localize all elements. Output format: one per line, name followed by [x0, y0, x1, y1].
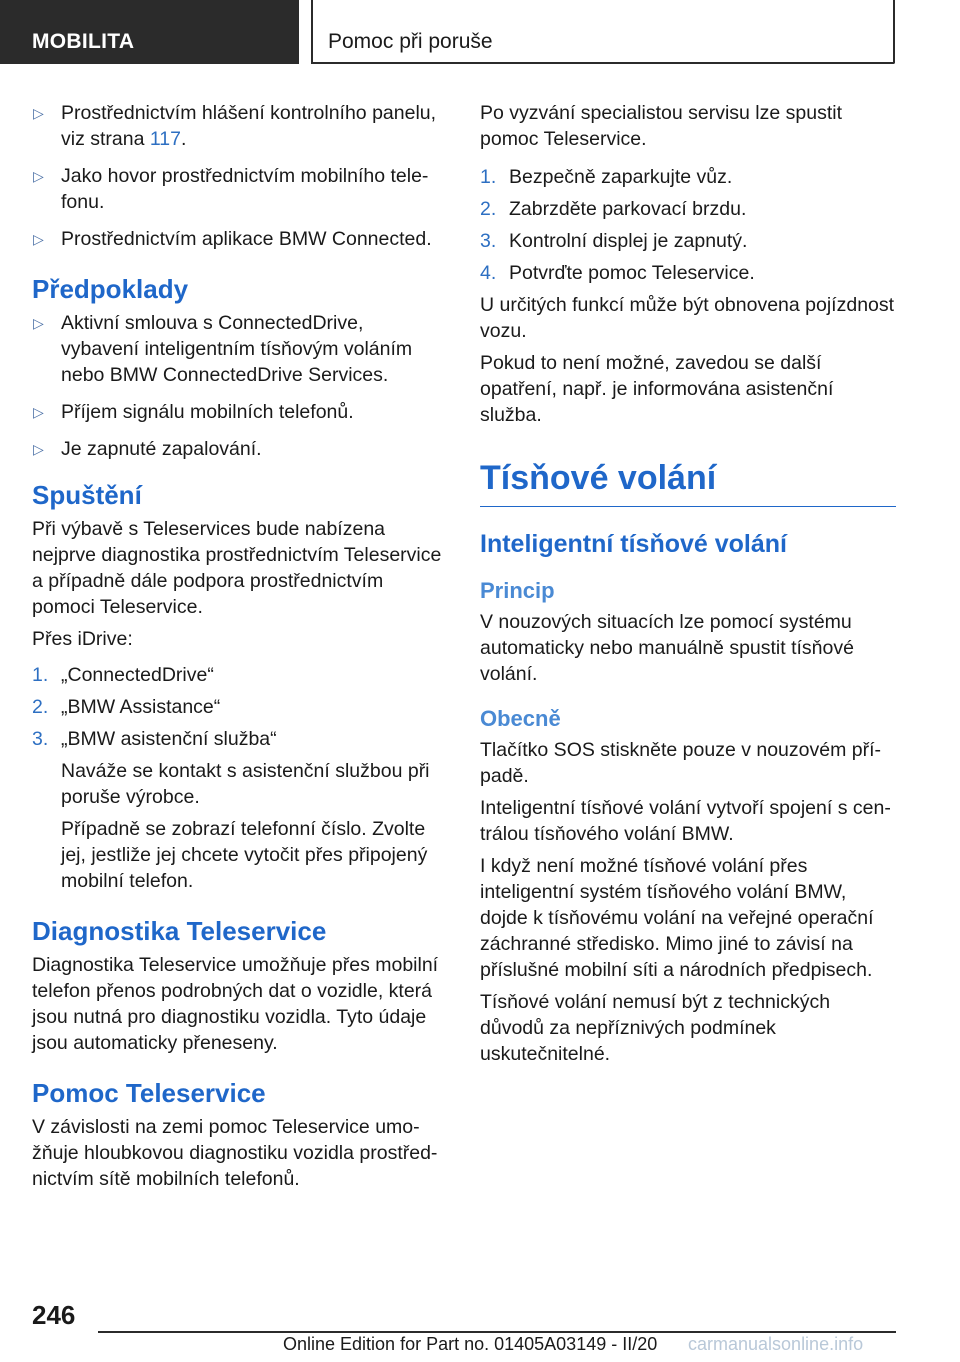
- predpoklady-list: [32, 310, 444, 462]
- list-item: 1. „ConnectedDrive“: [32, 664, 214, 686]
- page-link[interactable]: 117: [149, 128, 181, 150]
- paragraph: Přes iDrive:: [32, 628, 133, 650]
- paragraph: U určitých funkcí může být obnovena pojízdnost vozu.: [480, 294, 895, 342]
- paragraph: V závislosti na zemi pomoc Teleservice umožňuje hloubkovou diagnostiku vozidla prostřednictvím sítě mobilních telefonů.: [32, 1116, 438, 1190]
- list-item: 4. Potvrďte pomoc Teleservice.: [480, 262, 755, 284]
- paragraph: Tísňové volání nemusí být z technických důvodů za nepříznivých podmínek uskutečnitelné.: [480, 991, 831, 1065]
- list-item: ▷ Jako hovor prostřednictvím mobilního telefonu.: [33, 165, 429, 213]
- paragraph: V nouzových situacích lze pomocí systému automaticky nebo manuálně spustit tísňové volání.: [480, 611, 854, 685]
- footer-divider: [98, 1331, 896, 1333]
- paragraph: Inteligentní tísňové volání vytvoří spojení s centrálou tísňového volání BMW.: [480, 797, 891, 845]
- triangle-arrow-icon: ▷: [33, 231, 44, 247]
- heading-pomoc: Pomoc Teleservice: [32, 1078, 266, 1108]
- teleservice-steps: [480, 164, 896, 286]
- header-chapter-tab: [311, 0, 895, 64]
- section-title: MOBILITA: [32, 30, 135, 53]
- list-item: 3. „BMW asistenční služba“ Naváže se kontakt s asistenční službou při poruše výrobce. Případně se zobrazí telefonní číslo. Zvolte jej, jestliže jej chcete vytočit přes připojený mobilní telefon.: [32, 726, 444, 894]
- heading-tisnove-volani: Tísňové volání: [480, 458, 896, 507]
- spusteni-steps: [32, 662, 444, 894]
- heading-inteligentni: Inteligentní tísňové volání: [480, 530, 787, 558]
- header-section-tab: [0, 0, 299, 64]
- list-item: ▷ Prostřednictvím aplikace BMW Connected.: [33, 228, 432, 250]
- heading-predpoklady: Předpoklady: [32, 274, 189, 304]
- list-item: ▷ Příjem signálu mobilních telefonů.: [33, 401, 354, 423]
- paragraph: Diagnostika Teleservice umožňuje přes mobilní telefon přenos podrobných dat o vozidle, která jsou nutná pro diagnostiku vozidla. Tyto údaje jsou automaticky přeneseny.: [32, 954, 439, 1054]
- watermark: carmanualsonline.info: [688, 1334, 864, 1354]
- intro-list: [32, 100, 444, 252]
- triangle-arrow-icon: ▷: [33, 404, 44, 420]
- heading-diagnostika: Diagnostika Teleservice: [32, 916, 327, 946]
- paragraph: Pokud to není možné, zavedou se další opatření, např. je informována asistenční služba.: [480, 352, 834, 426]
- paragraph: Při výbavě s Teleservices bude nabízena nejprve diagnostika prostřednictvím Teleservice a případně dále podpora prostřednictvím pomoci Teleservice.: [32, 518, 442, 618]
- heading-obecne: Obecně: [480, 706, 561, 731]
- step-note: Případně se zobrazí telefonní číslo. Zvolte jej, jestliže jej chcete vytočit přes připojený mobilní telefon.: [61, 818, 428, 892]
- list-item: ▷ Aktivní smlouva s ConnectedDrive, vybavení inteligentním tísňovým voláním nebo BMW ConnectedDrive Services.: [33, 312, 413, 386]
- paragraph: I když není možné tísňové volání přes inteligentní systém tísňového volání BMW, dojde k tísňovému volání na veřejné operační záchranné středisko. Mimo jiné to závisí na příslušné mobilní síti a národních předpisech.: [480, 855, 874, 981]
- heading-spusteni: Spuštění: [32, 480, 142, 510]
- triangle-arrow-icon: ▷: [33, 168, 44, 184]
- footer-edition: Online Edition for Part no. 01405A03149 - II/20: [283, 1334, 658, 1354]
- triangle-arrow-icon: ▷: [33, 441, 44, 457]
- paragraph: Tlačítko SOS stiskněte pouze v nouzovém případě.: [480, 739, 882, 787]
- list-item: ▷ Je zapnuté zapalování.: [33, 438, 262, 460]
- list-item: 2. Zabrzděte parkovací brzdu.: [480, 198, 747, 220]
- paragraph: Po vyzvání specialistou servisu lze spustit pomoc Teleservice.: [480, 102, 842, 150]
- chapter-title: Pomoc při poruše: [328, 30, 493, 53]
- heading-princip: Princip: [480, 578, 555, 603]
- right-column: [480, 100, 896, 1073]
- list-item: 2. „BMW Assistance“: [32, 696, 221, 718]
- list-item: ▷ Prostřednictvím hlášení kontrolního panelu, viz strana 117.: [33, 102, 437, 150]
- step-note: Naváže se kontakt s asistenční službou při poruše výrobce.: [61, 760, 430, 808]
- triangle-arrow-icon: ▷: [33, 315, 44, 331]
- left-column: [32, 100, 444, 1198]
- list-item: 1. Bezpečně zaparkujte vůz.: [480, 166, 733, 188]
- page-number: 246: [32, 1300, 76, 1330]
- triangle-arrow-icon: ▷: [33, 105, 44, 121]
- list-item: 3. Kontrolní displej je zapnutý.: [480, 230, 748, 252]
